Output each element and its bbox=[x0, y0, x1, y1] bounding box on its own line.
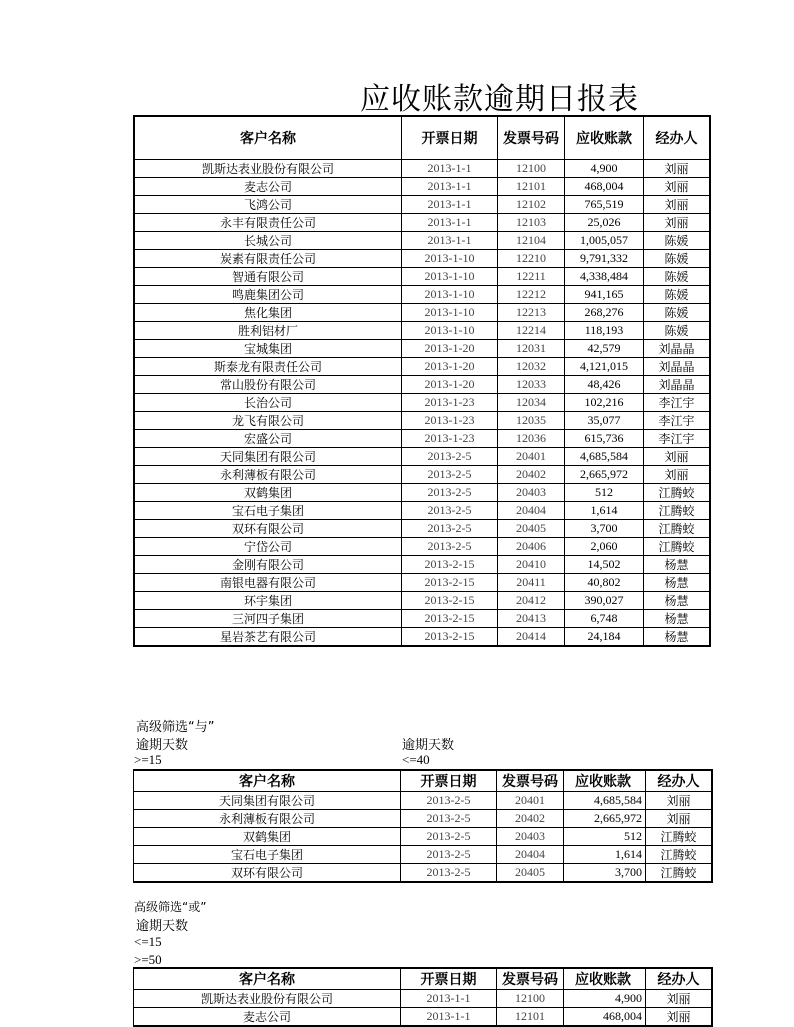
cell-handler: 李江宇 bbox=[644, 394, 711, 412]
cell-name: 长治公司 bbox=[134, 394, 402, 412]
cell-date: 2013-1-1 bbox=[402, 196, 498, 214]
table-row bbox=[134, 412, 710, 430]
cell-amount: 4,338,484 bbox=[565, 268, 644, 286]
cell-handler: 刘丽 bbox=[646, 990, 713, 1008]
cell-invoice: 12036 bbox=[498, 430, 565, 448]
cell-invoice: 12103 bbox=[498, 214, 565, 232]
cell-name: 双环有限公司 bbox=[134, 520, 402, 538]
table-row bbox=[134, 196, 710, 214]
cell-name: 宏盛公司 bbox=[134, 430, 402, 448]
cell-invoice: 20401 bbox=[498, 448, 565, 466]
cell-handler: 李江宇 bbox=[644, 412, 711, 430]
table-row bbox=[134, 792, 713, 810]
cell-amount: 4,900 bbox=[564, 990, 646, 1008]
cell-invoice: 12210 bbox=[498, 250, 565, 268]
cell-handler: 江腾蛟 bbox=[644, 484, 711, 502]
cell-invoice: 20404 bbox=[497, 846, 564, 864]
cell-invoice: 12102 bbox=[498, 196, 565, 214]
cell-handler: 杨慧 bbox=[644, 574, 711, 592]
cell-amount: 25,026 bbox=[565, 214, 644, 232]
cell-name: 焦化集团 bbox=[134, 304, 402, 322]
cell-invoice: 12104 bbox=[498, 232, 565, 250]
cell-invoice: 12212 bbox=[498, 286, 565, 304]
table-row bbox=[134, 322, 710, 340]
cell-invoice: 20414 bbox=[498, 628, 565, 647]
cell-date: 2013-2-5 bbox=[402, 466, 498, 484]
table-row bbox=[134, 250, 710, 268]
cell-invoice: 20413 bbox=[498, 610, 565, 628]
table-row bbox=[134, 810, 713, 828]
cell-handler: 刘晶晶 bbox=[644, 340, 711, 358]
cell-invoice: 20403 bbox=[498, 484, 565, 502]
cell-date: 2013-1-1 bbox=[402, 160, 498, 178]
cell-amount: 1,614 bbox=[564, 846, 646, 864]
col-header-handler: 经办人 bbox=[644, 116, 711, 160]
cell-handler: 杨慧 bbox=[644, 610, 711, 628]
col-header-name: 客户名称 bbox=[134, 770, 401, 792]
cell-name: 智通有限公司 bbox=[134, 268, 402, 286]
table-row bbox=[134, 556, 710, 574]
cell-handler: 刘丽 bbox=[646, 1008, 713, 1027]
cell-date: 2013-1-10 bbox=[402, 304, 498, 322]
cell-invoice: 20410 bbox=[498, 556, 565, 574]
cell-date: 2013-2-5 bbox=[402, 538, 498, 556]
cell-name: 宝石电子集团 bbox=[134, 846, 401, 864]
cell-invoice: 12211 bbox=[498, 268, 565, 286]
cell-name: 永利薄板有限公司 bbox=[134, 810, 401, 828]
cell-name: 麦志公司 bbox=[134, 178, 402, 196]
cell-amount: 24,184 bbox=[565, 628, 644, 647]
cell-invoice: 12213 bbox=[498, 304, 565, 322]
cell-date: 2013-1-20 bbox=[402, 340, 498, 358]
cell-handler: 杨慧 bbox=[644, 556, 711, 574]
cell-name: 永丰有限责任公司 bbox=[134, 214, 402, 232]
cell-name: 双鹤集团 bbox=[134, 828, 401, 846]
cell-name: 麦志公司 bbox=[134, 1008, 401, 1027]
cell-amount: 14,502 bbox=[565, 556, 644, 574]
col-header-name: 客户名称 bbox=[134, 116, 402, 160]
cell-handler: 刘丽 bbox=[646, 792, 713, 810]
cell-invoice: 20412 bbox=[498, 592, 565, 610]
cell-name: 宝石电子集团 bbox=[134, 502, 402, 520]
receivables-body bbox=[134, 160, 710, 647]
cell-amount: 1,005,057 bbox=[565, 232, 644, 250]
cell-amount: 468,004 bbox=[564, 1008, 646, 1027]
filter-or-crit-label: 逾期天数 bbox=[136, 919, 189, 934]
cell-invoice: 12101 bbox=[498, 178, 565, 196]
receivables-table bbox=[133, 115, 711, 647]
cell-date: 2013-2-15 bbox=[402, 610, 498, 628]
cell-handler: 刘晶晶 bbox=[644, 376, 711, 394]
cell-date: 2013-2-5 bbox=[401, 810, 497, 828]
cell-amount: 1,614 bbox=[565, 502, 644, 520]
cell-amount: 3,700 bbox=[564, 864, 646, 883]
cell-invoice: 20402 bbox=[498, 466, 565, 484]
cell-date: 2013-1-1 bbox=[401, 1008, 497, 1027]
table-row bbox=[134, 502, 710, 520]
cell-name: 龙飞有限公司 bbox=[134, 412, 402, 430]
filter-or-body bbox=[134, 990, 713, 1027]
cell-date: 2013-2-5 bbox=[401, 792, 497, 810]
cell-amount: 615,736 bbox=[565, 430, 644, 448]
cell-handler: 江腾蛟 bbox=[646, 846, 713, 864]
cell-name: 长城公司 bbox=[134, 232, 402, 250]
table-row bbox=[134, 610, 710, 628]
cell-handler: 陈媛 bbox=[644, 250, 711, 268]
cell-amount: 512 bbox=[564, 828, 646, 846]
table-row bbox=[134, 520, 710, 538]
filter-and-label: 高级筛选“与” bbox=[136, 720, 215, 735]
cell-invoice: 12035 bbox=[498, 412, 565, 430]
cell-date: 2013-2-5 bbox=[402, 484, 498, 502]
col-header-handler: 经办人 bbox=[646, 968, 713, 990]
col-header-invoice: 发票号码 bbox=[497, 968, 564, 990]
cell-handler: 江腾蛟 bbox=[646, 828, 713, 846]
cell-amount: 48,426 bbox=[565, 376, 644, 394]
col-header-amount: 应收账款 bbox=[565, 116, 644, 160]
cell-amount: 9,791,332 bbox=[565, 250, 644, 268]
table-header-row bbox=[134, 770, 713, 792]
cell-invoice: 20401 bbox=[497, 792, 564, 810]
cell-name: 凯斯达表业股份有限公司 bbox=[134, 160, 402, 178]
cell-amount: 35,077 bbox=[565, 412, 644, 430]
filter-and-body bbox=[134, 792, 713, 883]
table-row bbox=[134, 628, 710, 647]
cell-invoice: 20404 bbox=[498, 502, 565, 520]
cell-date: 2013-1-1 bbox=[401, 990, 497, 1008]
col-header-date: 开票日期 bbox=[401, 770, 497, 792]
cell-name: 凯斯达表业股份有限公司 bbox=[134, 990, 401, 1008]
table-row bbox=[134, 304, 710, 322]
table-row bbox=[134, 592, 710, 610]
cell-handler: 江腾蛟 bbox=[646, 864, 713, 883]
table-row bbox=[134, 846, 713, 864]
filter-and-crit1-value: >=15 bbox=[134, 752, 162, 767]
table-header-row bbox=[134, 968, 713, 990]
cell-handler: 杨慧 bbox=[644, 628, 711, 647]
table-row bbox=[134, 484, 710, 502]
cell-date: 2013-2-5 bbox=[402, 520, 498, 538]
cell-amount: 765,519 bbox=[565, 196, 644, 214]
cell-handler: 陈媛 bbox=[644, 304, 711, 322]
cell-name: 金刚有限公司 bbox=[134, 556, 402, 574]
cell-amount: 2,060 bbox=[565, 538, 644, 556]
cell-handler: 江腾蛟 bbox=[644, 520, 711, 538]
cell-handler: 江腾蛟 bbox=[644, 538, 711, 556]
filter-or-crit-value1: <=15 bbox=[134, 934, 162, 949]
table-row bbox=[134, 538, 710, 556]
cell-handler: 刘丽 bbox=[644, 178, 711, 196]
cell-handler: 陈媛 bbox=[644, 286, 711, 304]
filter-or-table bbox=[133, 967, 713, 1027]
cell-date: 2013-2-5 bbox=[401, 864, 497, 883]
cell-date: 2013-1-10 bbox=[402, 286, 498, 304]
cell-name: 南银电器有限公司 bbox=[134, 574, 402, 592]
cell-date: 2013-2-15 bbox=[402, 574, 498, 592]
cell-handler: 刘丽 bbox=[644, 214, 711, 232]
table-row bbox=[134, 358, 710, 376]
table-row bbox=[134, 448, 710, 466]
cell-handler: 李江宇 bbox=[644, 430, 711, 448]
cell-date: 2013-1-10 bbox=[402, 322, 498, 340]
cell-amount: 4,685,584 bbox=[564, 792, 646, 810]
col-header-invoice: 发票号码 bbox=[498, 116, 565, 160]
table-row bbox=[134, 864, 713, 883]
cell-handler: 刘丽 bbox=[644, 466, 711, 484]
cell-name: 永利薄板有限公司 bbox=[134, 466, 402, 484]
cell-date: 2013-2-5 bbox=[401, 846, 497, 864]
cell-handler: 刘丽 bbox=[644, 160, 711, 178]
cell-date: 2013-2-15 bbox=[402, 628, 498, 647]
cell-date: 2013-1-20 bbox=[402, 376, 498, 394]
table-header-row bbox=[134, 116, 710, 160]
table-row bbox=[134, 574, 710, 592]
filter-and-table bbox=[133, 769, 713, 883]
table-row bbox=[134, 1008, 713, 1027]
cell-name: 鸣鹿集团公司 bbox=[134, 286, 402, 304]
cell-invoice: 20406 bbox=[498, 538, 565, 556]
cell-name: 星岩茶艺有限公司 bbox=[134, 628, 402, 647]
cell-amount: 2,665,972 bbox=[564, 810, 646, 828]
cell-handler: 陈媛 bbox=[644, 268, 711, 286]
table-row bbox=[134, 376, 710, 394]
filter-and-crit2-label: 逾期天数 bbox=[402, 738, 455, 753]
cell-handler: 陈媛 bbox=[644, 322, 711, 340]
cell-date: 2013-1-10 bbox=[402, 250, 498, 268]
cell-amount: 6,748 bbox=[565, 610, 644, 628]
cell-amount: 42,579 bbox=[565, 340, 644, 358]
col-header-amount: 应收账款 bbox=[564, 770, 646, 792]
cell-invoice: 12034 bbox=[498, 394, 565, 412]
col-header-name: 客户名称 bbox=[134, 968, 401, 990]
table-row bbox=[134, 990, 713, 1008]
cell-name: 双鹤集团 bbox=[134, 484, 402, 502]
cell-date: 2013-2-15 bbox=[402, 592, 498, 610]
cell-handler: 刘丽 bbox=[644, 196, 711, 214]
cell-name: 胜利铝材厂 bbox=[134, 322, 402, 340]
cell-date: 2013-2-15 bbox=[402, 556, 498, 574]
table-row bbox=[134, 268, 710, 286]
cell-amount: 2,665,972 bbox=[565, 466, 644, 484]
cell-amount: 941,165 bbox=[565, 286, 644, 304]
cell-amount: 3,700 bbox=[565, 520, 644, 538]
filter-or-label: 高级筛选“或” bbox=[134, 900, 207, 914]
cell-amount: 268,276 bbox=[565, 304, 644, 322]
cell-date: 2013-2-5 bbox=[402, 448, 498, 466]
cell-date: 2013-2-5 bbox=[401, 828, 497, 846]
table-row bbox=[134, 340, 710, 358]
cell-name: 宝城集团 bbox=[134, 340, 402, 358]
cell-invoice: 12032 bbox=[498, 358, 565, 376]
cell-invoice: 20403 bbox=[497, 828, 564, 846]
cell-name: 炭素有限责任公司 bbox=[134, 250, 402, 268]
table-row bbox=[134, 828, 713, 846]
cell-handler: 刘丽 bbox=[646, 810, 713, 828]
cell-date: 2013-1-1 bbox=[402, 178, 498, 196]
filter-and-crit1-label: 逾期天数 bbox=[136, 738, 189, 753]
cell-amount: 390,027 bbox=[565, 592, 644, 610]
filter-and-crit2-value: <=40 bbox=[402, 752, 430, 767]
cell-handler: 杨慧 bbox=[644, 592, 711, 610]
cell-name: 常山股份有限公司 bbox=[134, 376, 402, 394]
col-header-invoice: 发票号码 bbox=[497, 770, 564, 792]
col-header-date: 开票日期 bbox=[401, 968, 497, 990]
cell-amount: 4,121,015 bbox=[565, 358, 644, 376]
table-row bbox=[134, 286, 710, 304]
page-title: 应收账款逾期日报表 bbox=[360, 82, 639, 117]
cell-name: 斯泰龙有限责任公司 bbox=[134, 358, 402, 376]
cell-amount: 118,193 bbox=[565, 322, 644, 340]
filter-or-crit-value2: >=50 bbox=[134, 952, 162, 967]
cell-invoice: 12100 bbox=[497, 990, 564, 1008]
cell-amount: 102,216 bbox=[565, 394, 644, 412]
table-row bbox=[134, 178, 710, 196]
cell-invoice: 20405 bbox=[497, 864, 564, 883]
cell-date: 2013-1-23 bbox=[402, 394, 498, 412]
cell-date: 2013-1-1 bbox=[402, 214, 498, 232]
cell-amount: 4,900 bbox=[565, 160, 644, 178]
cell-amount: 40,802 bbox=[565, 574, 644, 592]
table-row bbox=[134, 232, 710, 250]
cell-date: 2013-1-10 bbox=[402, 268, 498, 286]
cell-amount: 512 bbox=[565, 484, 644, 502]
table-row bbox=[134, 160, 710, 178]
cell-invoice: 12101 bbox=[497, 1008, 564, 1027]
cell-name: 双环有限公司 bbox=[134, 864, 401, 883]
cell-name: 飞鸿公司 bbox=[134, 196, 402, 214]
cell-invoice: 20411 bbox=[498, 574, 565, 592]
cell-handler: 刘丽 bbox=[644, 448, 711, 466]
cell-handler: 刘晶晶 bbox=[644, 358, 711, 376]
col-header-date: 开票日期 bbox=[402, 116, 498, 160]
cell-invoice: 12031 bbox=[498, 340, 565, 358]
cell-amount: 468,004 bbox=[565, 178, 644, 196]
cell-name: 三河四子集团 bbox=[134, 610, 402, 628]
cell-handler: 陈媛 bbox=[644, 232, 711, 250]
col-header-handler: 经办人 bbox=[646, 770, 713, 792]
col-header-amount: 应收账款 bbox=[564, 968, 646, 990]
table-row bbox=[134, 466, 710, 484]
table-row bbox=[134, 430, 710, 448]
cell-name: 天同集团有限公司 bbox=[134, 792, 401, 810]
cell-date: 2013-1-20 bbox=[402, 358, 498, 376]
cell-handler: 江腾蛟 bbox=[644, 502, 711, 520]
cell-invoice: 20405 bbox=[498, 520, 565, 538]
cell-name: 天同集团有限公司 bbox=[134, 448, 402, 466]
cell-date: 2013-1-1 bbox=[402, 232, 498, 250]
table-row bbox=[134, 214, 710, 232]
cell-amount: 4,685,584 bbox=[565, 448, 644, 466]
cell-name: 宁岱公司 bbox=[134, 538, 402, 556]
cell-invoice: 12033 bbox=[498, 376, 565, 394]
cell-invoice: 12214 bbox=[498, 322, 565, 340]
table-row bbox=[134, 394, 710, 412]
cell-invoice: 20402 bbox=[497, 810, 564, 828]
cell-date: 2013-1-23 bbox=[402, 430, 498, 448]
cell-date: 2013-1-23 bbox=[402, 412, 498, 430]
cell-date: 2013-2-5 bbox=[402, 502, 498, 520]
cell-name: 环宇集团 bbox=[134, 592, 402, 610]
cell-invoice: 12100 bbox=[498, 160, 565, 178]
